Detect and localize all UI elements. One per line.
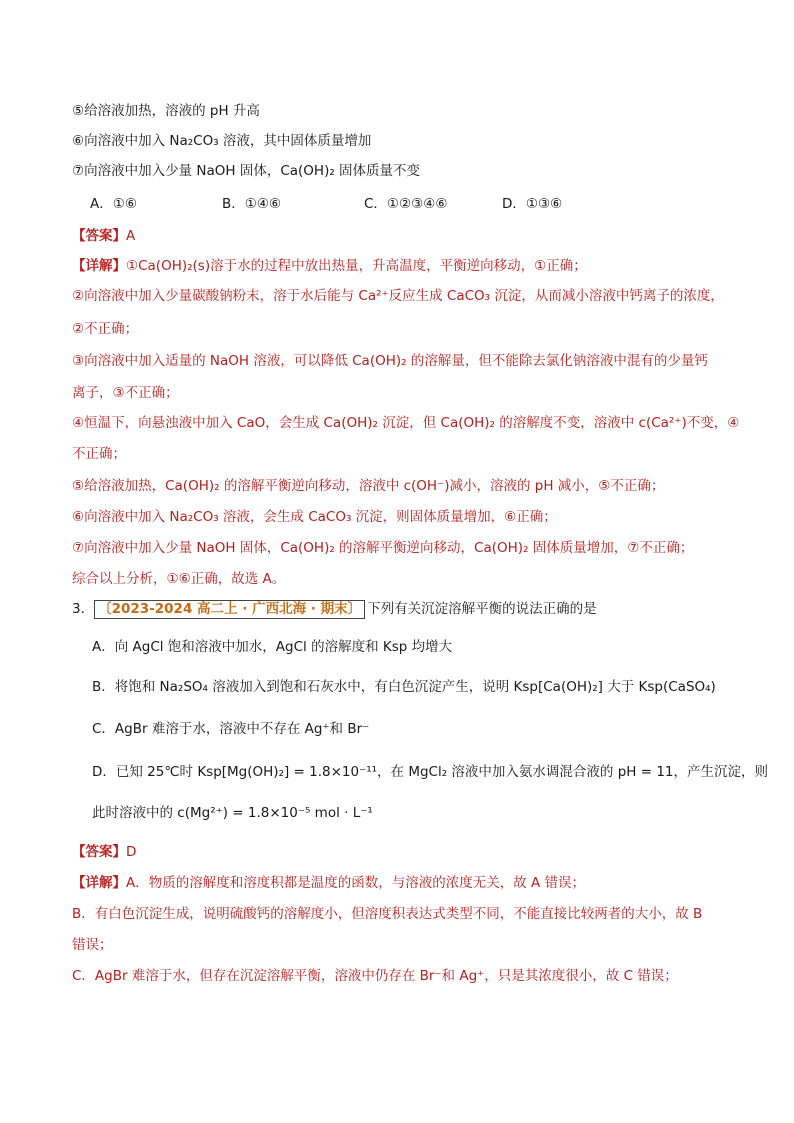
detail-1-line-3: ②不正确； xyxy=(72,321,139,337)
q3-option-d-line-1: D．已知 25℃时 Ksp[Mg(OH)₂] = 1.8×10⁻¹¹，在 MgCl₂ 溶液中加入氨水调混合液的 pH = 11，产生沉淀，则 xyxy=(92,764,769,780)
source-badge: 〔2023-2024 高二上 · 广西北海 · 期末〕 xyxy=(94,600,365,619)
detail-1-line-7: 不正确； xyxy=(72,446,126,462)
statement-5: ⑤给溶液加热，溶液的 pH 升高 xyxy=(72,103,260,119)
question-3-stem xyxy=(72,599,597,619)
detail-1-line-9: ⑥向溶液中加入 Na₂CO₃ 溶液，会生成 CaCO₃ 沉淀，则固体质量增加，⑥正确； xyxy=(72,509,557,525)
detail-text: ①Ca(OH)₂(s)溶于水的过程中放出热量，升高温度，平衡逆向移动，①正确； xyxy=(126,258,587,274)
answer-value: D xyxy=(126,844,137,860)
detail-tag: 【详解】 xyxy=(72,258,126,274)
option-a: A．①⑥ xyxy=(90,196,137,212)
detail-3-line-3: 错误； xyxy=(72,937,113,953)
detail-1-line-8: ⑤给溶液加热，Ca(OH)₂ 的溶解平衡逆向移动，溶液中 c(OH⁻)减小，溶液的 pH 减小，⑤不正确； xyxy=(72,478,665,494)
detail-1-line-11: 综合以上分析，①⑥正确，故选 A。 xyxy=(72,571,286,587)
answer-1 xyxy=(72,226,135,246)
answer-tag: 【答案】 xyxy=(72,844,126,860)
q3-option-c: C．AgBr 难溶于水，溶液中不存在 Ag⁺和 Br⁻ xyxy=(92,721,370,737)
detail-3-line-2: B．有白色沉淀生成，说明硫酸钙的溶解度小，但溶度积表达式类型不同，不能直接比较两者的大小，故 B xyxy=(72,906,703,922)
question-number: 3． xyxy=(72,601,95,617)
detail-3-line-4: C．AgBr 难溶于水，但存在沉淀溶解平衡，溶液中仍存在 Br⁻和 Ag⁺，只是其浓度很小，故 C 错误； xyxy=(72,968,678,984)
q3-option-d-line-2: 此时溶液中的 c(Mg²⁺) = 1.8×10⁻⁵ mol · L⁻¹ xyxy=(92,805,373,821)
option-d: D．①③⑥ xyxy=(502,196,563,212)
answer-tag: 【答案】 xyxy=(72,228,126,244)
detail-1-line-10: ⑦向溶液中加入少量 NaOH 固体，Ca(OH)₂ 的溶解平衡逆向移动，Ca(OH)₂ 固体质量增加，⑦不正确； xyxy=(72,540,694,556)
question-text: 下列有关沉淀溶解平衡的说法正确的是 xyxy=(367,601,597,617)
detail-1-line-2: ②向溶液中加入少量碳酸钠粉末，溶于水后能与 Ca²⁺反应生成 CaCO₃ 沉淀，从而减小溶液中钙离子的浓度， xyxy=(72,288,724,304)
detail-1-line-5: 离子，③不正确； xyxy=(72,385,179,401)
detail-1-line-4: ③向溶液中加入适量的 NaOH 溶液，可以降低 Ca(OH)₂ 的溶解量，但不能除去氯化钠溶液中混有的少量钙 xyxy=(72,353,708,369)
q3-option-b: B．将饱和 Na₂SO₄ 溶液加入到饱和石灰水中，有白色沉淀产生，说明 Ksp[Ca(OH)₂] 大于 Ksp(CaSO₄) xyxy=(92,679,716,695)
option-b: B．①④⑥ xyxy=(222,196,282,212)
answer-value: A xyxy=(126,228,136,244)
detail-1-line-6: ④恒温下，向悬浊液中加入 CaO，会生成 Ca(OH)₂ 沉淀，但 Ca(OH)₂ 的溶解度不变，溶液中 c(Ca²⁺)不变，④ xyxy=(72,415,740,431)
detail-1-line-1 xyxy=(72,256,587,276)
statement-6: ⑥向溶液中加入 Na₂CO₃ 溶液，其中固体质量增加 xyxy=(72,133,372,149)
detail-3-line-1 xyxy=(72,873,585,893)
statement-7: ⑦向溶液中加入少量 NaOH 固体，Ca(OH)₂ 固体质量不变 xyxy=(72,163,421,179)
detail-text: A．物质的溶解度和溶度积都是温度的函数，与溶液的浓度无关，故 A 错误； xyxy=(126,875,586,891)
detail-tag: 【详解】 xyxy=(72,875,126,891)
option-c: C．①②③④⑥ xyxy=(364,196,448,212)
options-row xyxy=(90,194,562,214)
answer-3 xyxy=(72,842,136,862)
q3-option-a: A．向 AgCl 饱和溶液中加水，AgCl 的溶解度和 Ksp 均增大 xyxy=(92,639,453,655)
